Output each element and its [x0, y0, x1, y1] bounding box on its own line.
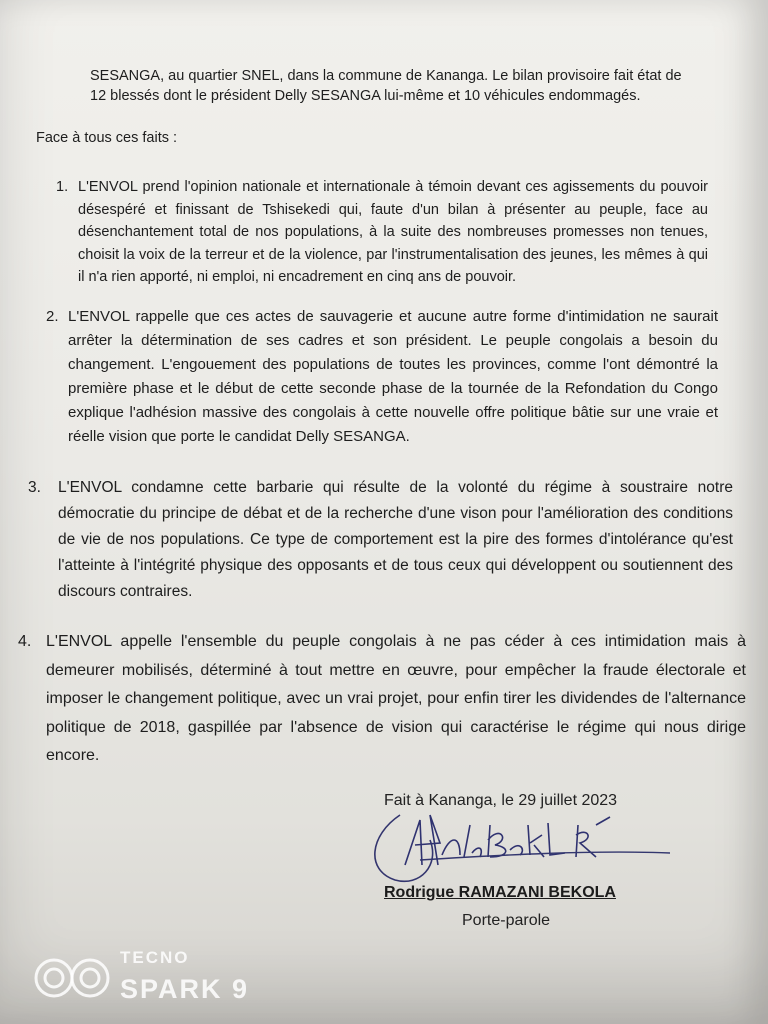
list-item-text: L'ENVOL appelle l'ensemble du peuple congolais à ne pas céder à ces intimidation mais à demeurer mobilisés, déterminé à tout mettre en œuvre, pour empêcher la fraude électorale et imposer le changement politique, avec un vrai projet, pour enfin tirer les dividendes de l'alternance politique de 2018, gaspillée par l'absence de vision qui caractérise le régime qui nous dirige encore. — [46, 633, 746, 764]
list-item-2 — [46, 305, 718, 449]
signatory-role: Porte-parole — [462, 912, 551, 929]
intro-line-2: 12 blessés dont le président Delly SESANGA lui-même et 10 véhicules endommagés. — [90, 88, 641, 104]
list-item-text: L'ENVOL rappelle que ces actes de sauvagerie et aucune autre forme d'intimidation ne saurait arrêter la détermination de ses cadres et son président. Le peuple congolais a besoin du changement. L'engouement des populations de toutes les provinces, comme l'ont démontré la première phase et le début de cette seconde phase de la tournée de la Refondation du Congo explique l'adhésion massive des congolais à cette nouvelle offre politique bâtie sur une vraie et réelle vision que porte le candidat Delly SESANGA. — [68, 308, 718, 445]
signatory-name: Rodrigue RAMAZANI BEKOLA — [384, 884, 616, 901]
list-item-4 — [18, 628, 746, 771]
watermark-model: SPARK 9 — [120, 974, 250, 1004]
intro-line-1: SESANGA, au quartier SNEL, dans la commune de Kananga. Le bilan provisoire fait état de — [90, 68, 682, 84]
list-item-number: 4. — [18, 633, 32, 650]
list-item-number: 1. — [56, 179, 69, 195]
signature-place-date: Fait à Kananga, le 29 juillet 2023 — [384, 792, 618, 809]
list-item-3 — [28, 475, 733, 605]
handwritten-signature-icon — [360, 795, 680, 895]
section-label: Face à tous ces faits : — [36, 130, 178, 146]
list-item-text: L'ENVOL prend l'opinion nationale et internationale à témoin devant ces agissements du pouvoir désespéré et finissant de Tshisekedi qui, faute d'un bilan à présenter au peuple, face au désenchantement total de nos populations, à la suite des nombreuses promesses non tenues, choisit la voix de la terreur et de la violence, par l'instrumentalisation des jeunes, les mêmes à qui il n'a rien apporté, ni emploi, ni encadrement en cinq ans de pouvoir. — [78, 179, 708, 285]
list-item-number: 2. — [46, 308, 59, 325]
list-item-number: 3. — [28, 479, 41, 496]
list-item-1 — [56, 176, 708, 289]
watermark-brand: TECNO — [120, 948, 190, 967]
list-item-text: L'ENVOL condamne cette barbarie qui résulte de la volonté du régime à soustraire notre démocratie du principe de débat et de la recherche d'une vison pour l'amélioration des conditions de vie de nos populations. Ce type de comportement est la pire des formes d'intolérance qu'est l'atteinte à l'intégrité physique des opposants et de tous ceux qui développent ou soutiennent des discours contraires. — [58, 479, 733, 600]
